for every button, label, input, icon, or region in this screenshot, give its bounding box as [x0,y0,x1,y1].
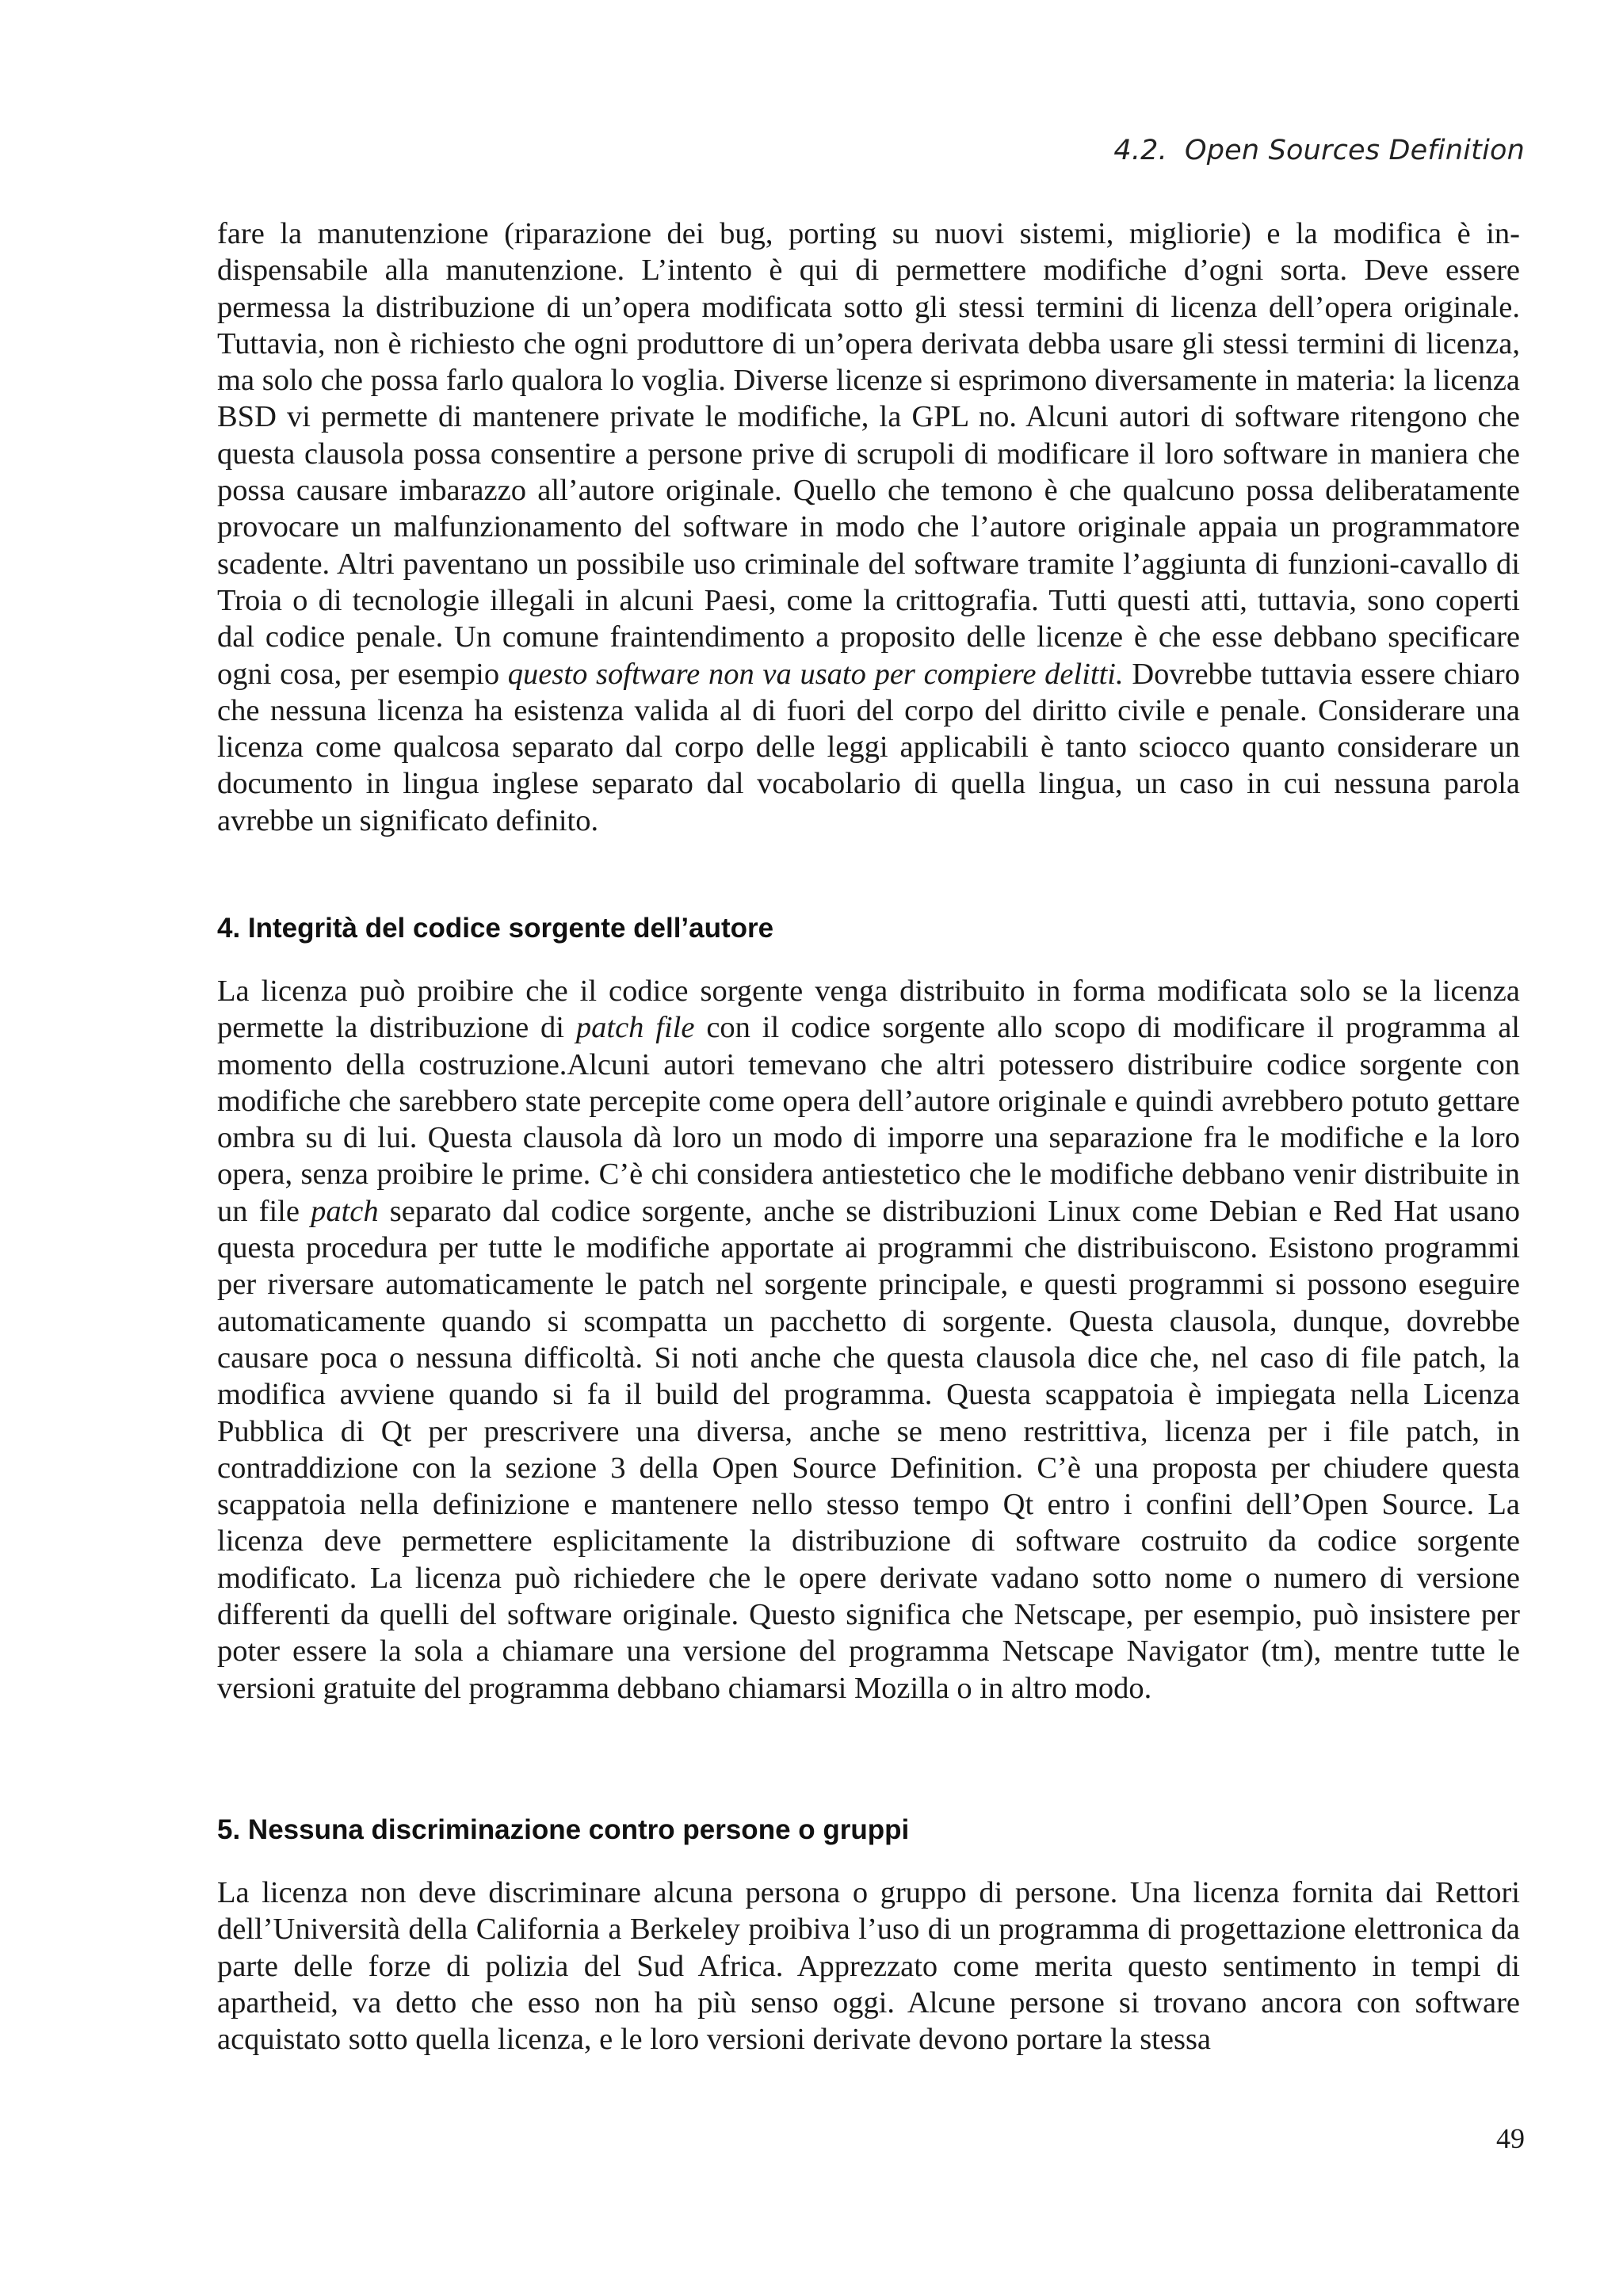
italic-phrase: questo software non va usato per compiere delitti. [507,657,1124,691]
paragraph-text: La licenza può proibire che il codice sorgente venga distribuito in forma modificata solo se la licenza permette la distribuzione di [217,974,1520,1045]
paragraph-modifications [217,215,1520,839]
section-heading-no-discrimination: 5. Nessuna discriminazione contro persone o gruppi [217,1814,910,1845]
italic-phrase: patch [311,1194,379,1228]
italic-phrase: patch file [575,1011,695,1045]
running-header-section-title: Open Sources Definition [1184,135,1525,166]
paragraph-text: Dovrebbe tuttavia essere chiaro che nessuna licenza ha esistenza valida al di fuori del corpo del diritto civile e penale. Considerare una licenza come qualcosa separato dal corpo delle leggi applicabili è tanto sciocco quanto considerare un documento in lingua inglese separato dal vocabolario di quella lingua, un caso in cui nessuna parola avrebbe un significato definito. [217,657,1520,837]
paragraph-text: con il codice sorgente allo scopo di modificare il programma al momento della costruzione.Alcuni autori temevano che altri potessero distribuire codice sorgente con modifiche che sarebbero state percepite come opera dell’autore originale e quindi avrebbero potuto gettare ombra su di lui. Questa clausola dà loro un modo di imporre una separazione fra le modifiche e la loro opera, senza proibire le prime. C’è chi considera antiestetico che le modifiche debbano venir distribuite in un file [217,1011,1520,1228]
paragraph-text: separato dal codice sorgente, anche se distribuzioni Linux come Debian e Red Hat usano questa procedura per tutte le modifiche apportate ai programmi che distribuiscono. Esistono programmi per riversare automaticamente le patch nel sorgente principale, e questi programmi si possono eseguire automaticamente quando si scompatta un pacchetto di sorgente. Questa clausola, dunque, dovrebbe causare poca o nessuna difficoltà. Si noti anche che questa clausola dice che, nel caso di file patch, la modifica avviene quando si fa il build del programma. Questa scappatoia è impiegata nella Licenza Pubblica di Qt per prescrivere una diversa, anche se meno restrittiva, licenza per i file patch, in contraddizione con la sezione 3 della Open Source Definition. C’è una proposta per chiudere questa scappatoia nella definizione e mantenere nello stesso tempo Qt entro i confini dell’Open Source. La licenza deve permettere esplicitamente la distribuzione di software costruito da codice sorgente modificato. La licenza può richiedere che le opere derivate vadano sotto nome o numero di versione differenti da quelli del software originale. Questo significa che Netscape, per esempio, può insistere per poter essere la sola a chiamare una versione del programma Netscape Navigator (tm), mentre tutte le versioni gratuite del programma debbano chiamarsi Mozilla o in altro modo. [217,1194,1520,1705]
section-heading-integrity: 4. Integrità del codice sorgente dell’autore [217,913,774,944]
paragraph-text: fare la manutenzione (riparazione dei bug, porting su nuovi sistemi, migliorie) e la modifica è indispensabile alla manutenzione. L’intento è qui di permettere modifiche d’ogni sorta. Deve essere permessa la distribuzione di un’opera modificata sotto gli stessi termini di licenza dell’opera originale. Tuttavia, non è richiesto che ogni produttore di un’opera derivata debba usare gli stessi termini di licenza, ma solo che possa farlo qualora lo voglia. Diverse licenze si esprimono diversamente in materia: la licenza BSD vi permette di mantenere private le modifiche, la GPL no. Alcuni autori di software ritengono che questa clausola possa consentire a persone prive di scrupoli di modificare il loro software in maniera che possa causare imbarazzo all’autore originale. Quello che temono è che qualcuno possa deliberatamente provocare un malfunzionamento del software in modo che l’autore originale appaia un programmatore scadente. Altri paventano un possibile uso criminale del software tramite l’aggiunta di funzioni-cavallo di Troia o di tecnologie illegali in alcuni Paesi, come la crittografia. Tutti questi atti, tuttavia, sono coperti dal codice penale. Un comune fraintendimento a proposito delle licenze è che esse debbano specificare ogni cosa, per esempio [217,217,1520,691]
paragraph-integrity [217,973,1520,1707]
running-header [1113,135,1525,166]
running-header-section-number: 4.2. [1113,135,1167,166]
page-number: 49 [1496,2122,1525,2154]
paragraph-no-discrimination: La licenza non deve discriminare alcuna persona o gruppo di persone. Una licenza fornita dai Rettori dell’Università della California a Berkeley proibiva l’uso di un programma di progettazione elettronica da parte delle forze di polizia del Sud Africa. Apprezzato come merita questo sentimento in tempi di apartheid, va detto che esso non ha più senso oggi. Alcune persone si trovano ancora con software acquistato sotto quella licenza, e le loro versioni derivate devono portare la stessa [217,1876,1520,2057]
